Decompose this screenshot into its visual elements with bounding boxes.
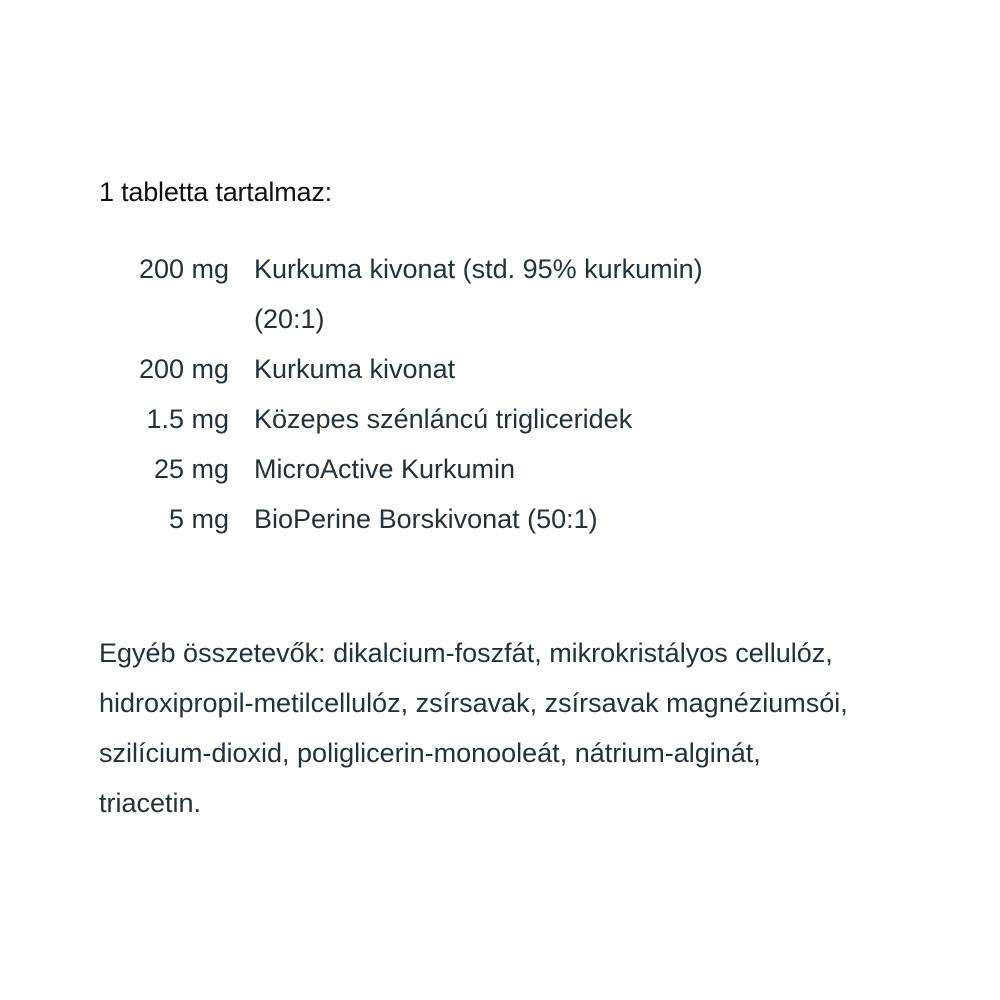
ingredient-row [99,344,899,394]
ingredient-name: Kurkuma kivonat (std. 95% kurkumin) (20:1) [254,254,703,334]
ingredient-amount: 25 mg [153,454,229,484]
ingredient-row [99,244,899,344]
ingredient-amount: 1.5 mg [146,404,229,434]
other-ingredients-text: Egyéb összetevők: dikalcium-foszfát, mikrokristályos cellulóz, hidroxipropil-metilcellulóz, zsírsavak, zsírsavak magnéziumsói, szilícium-dioxid, poliglicerin-monooleát, nátrium-alginát, triacetin. [99,638,848,818]
ingredient-row [99,444,899,494]
ingredient-name: MicroActive Kurkumin [254,454,516,484]
ingredient-amount: 200 mg [138,254,229,284]
ingredient-amount: 5 mg [168,504,229,534]
ingredient-name: Közepes szénláncú trigliceridek [254,404,633,434]
ingredient-row [99,494,899,544]
ingredient-name: Kurkuma kivonat [254,354,456,384]
heading-per-tablet: 1 tabletta tartalmaz: [99,177,332,207]
ingredient-name: BioPerine Borskivonat (50:1) [254,504,598,534]
ingredient-list [99,244,899,544]
ingredient-row [99,394,899,444]
ingredient-amount: 200 mg [138,354,229,384]
